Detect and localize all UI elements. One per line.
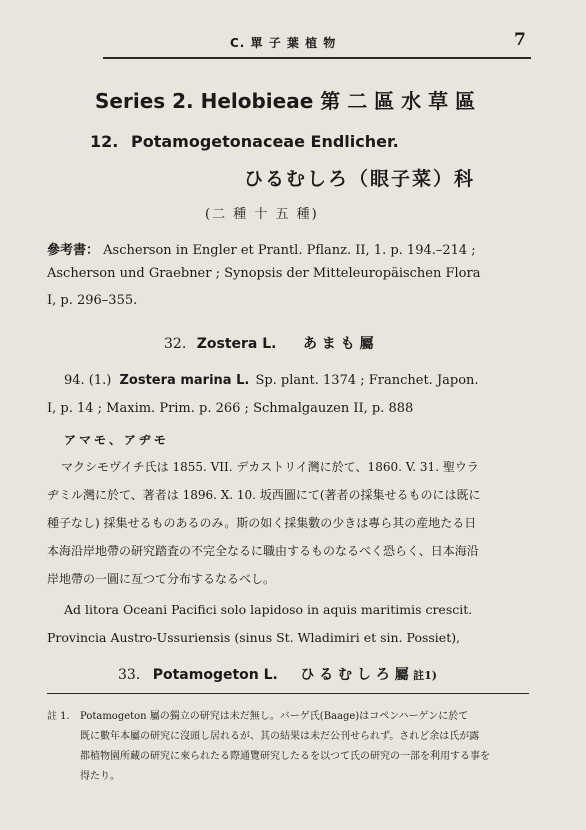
family-name: Potamogetonaceae Endlicher.	[131, 132, 399, 151]
running-head-title: C. 單 子 葉 植 物	[230, 36, 337, 50]
body-line-2: ヂミル灣に於て、著者は 1896. X. 10. 坂西圖にて(著者の採集せるものには既に	[47, 488, 481, 502]
genus-32-japanese: あ ま も 屬	[302, 336, 374, 352]
genus-32-heading	[164, 333, 374, 353]
species-94-japanese-names: アマモ、アヂモ	[64, 433, 169, 447]
genus-33-japanese: ひ る む し ろ 屬	[300, 667, 409, 683]
footnote-line-4: 得たり。	[80, 771, 120, 782]
latin-habitat-line-2: Provincia Austro-Ussuriensis (sinus St. Wladimiri et sin. Possiet),	[47, 630, 461, 645]
body-line-1: マクシモヴイチ氏は 1855. VII. デカストリイ灣に於て、1860. V. 31. 聖ウラ	[61, 460, 479, 474]
genus-33-number: 33.	[118, 667, 141, 683]
genus-32-number: 32.	[164, 336, 187, 352]
references-label: 參考書：	[47, 243, 100, 258]
family-japanese-name: ひるむしろ（眼子菜）科	[244, 168, 476, 190]
genus-33-name: Potamogeton L.	[152, 667, 278, 683]
species-94-citation-2: I, p. 14 ; Maxim. Prim. p. 266 ; Schmalgauzen II, p. 888	[47, 401, 414, 416]
body-line-5: 岸地帶の一圓に亙つて分布するなるべし。	[47, 572, 276, 586]
genus-33-note-ref: 註1)	[413, 669, 437, 682]
species-count: (二 種 十 五 種)	[205, 207, 319, 222]
genus-33-heading	[118, 664, 437, 684]
references-line-3: I, p. 296–355.	[47, 293, 138, 308]
species-94-number: 94. (1.)	[64, 373, 112, 388]
series-heading: Series 2. Helobieae 第 二 區 水 草 區	[95, 89, 476, 113]
footnote-label: 註 1.	[47, 711, 70, 722]
body-line-3: 種子なし) 採集せるものあるのみ。斯の如く採集數の少きは專ら其の産地たる日	[47, 516, 477, 530]
references-citation-1: Ascherson in Engler et Prantl. Pflanz. II, 1. p. 194.–214 ;	[103, 243, 476, 258]
page-number: 7	[514, 30, 526, 50]
footnote-rule	[47, 693, 529, 694]
species-94-line-1	[64, 373, 479, 388]
header-rule	[103, 57, 531, 59]
genus-32-name: Zostera L.	[196, 336, 277, 352]
footnote-line-3: 都植物園所藏の研究に來られたる際通覽研究したるを以つて氏の研究の一部を利用する事を	[80, 751, 490, 762]
references-line-2: Ascherson und Graebner ; Synopsis der Mitteleuropäischen Flora	[47, 266, 481, 281]
body-line-4: 本海沿岸地帶の研究踏査の不完全なるに職由するものなるべく恐らく、日本海沿	[47, 544, 479, 558]
family-number: 12.	[90, 132, 119, 151]
species-94-name: Zostera marina L.	[119, 373, 250, 388]
footnote-line-1: Potamogeton 屬の獨立の研究は未だ無し。バーゲ氏(Baage)はコペンハーゲンに於て	[80, 711, 469, 722]
footnote-line-2: 既に數年本屬の研究に沒頭し居れるが、其の結果は未だ公刊せられず。されど余は氏が露	[80, 731, 480, 742]
species-94-citation-1: Sp. plant. 1374 ; Franchet. Japon.	[255, 373, 479, 388]
references-line-1	[47, 239, 476, 258]
latin-habitat-line-1: Ad litora Oceani Pacifici solo lapidoso in aquis maritimis crescit.	[64, 602, 473, 617]
